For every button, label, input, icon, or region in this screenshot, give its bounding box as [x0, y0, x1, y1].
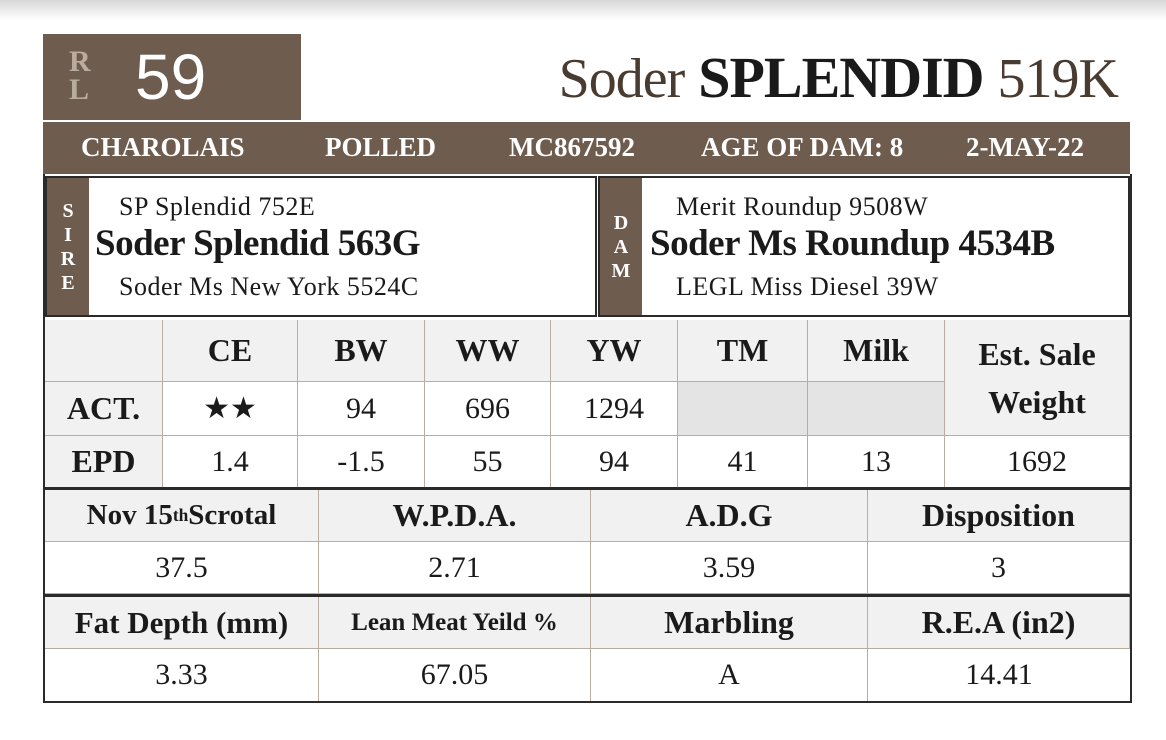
header-bw: BW [298, 320, 425, 382]
sire-dam: Soder Ms New York 5524C [119, 272, 419, 301]
animal-title [559, 38, 1118, 119]
header-yw: YW [551, 320, 678, 382]
est-sale-weight-value: 1692 [945, 436, 1130, 488]
age-of-dam: AGE OF DAM: 8 [701, 132, 904, 162]
act-ce: ★★ [163, 382, 298, 436]
act-ww: 696 [425, 382, 551, 436]
title-suffix: 519K [997, 48, 1118, 110]
header-adg: A.D.G [591, 490, 868, 542]
header-lean-meat: Lean Meat Yeild % [319, 597, 591, 649]
header-milk: Milk [808, 320, 945, 382]
birth-date: 2-MAY-22 [966, 132, 1085, 162]
act-label: ACT. [45, 382, 163, 436]
epd-bw: -1.5 [298, 436, 425, 488]
header-ww: WW [425, 320, 551, 382]
disposition-value: 3 [868, 542, 1130, 594]
top-shadow [0, 0, 1166, 20]
scrotal-value: 37.5 [45, 542, 319, 594]
epd-ce: 1.4 [163, 436, 298, 488]
header-wpda: W.P.D.A. [319, 490, 591, 542]
data-card [43, 174, 1132, 703]
fat-depth-value: 3.33 [45, 649, 319, 701]
perf-corner [45, 320, 163, 382]
header-scrotal: Nov 15 th Scrotal [45, 490, 319, 542]
header-rea: R.E.A (in2) [868, 597, 1130, 649]
act-yw: 1294 [551, 382, 678, 436]
title-name: SPLENDID [698, 45, 984, 110]
act-milk [808, 382, 945, 436]
epd-yw: 94 [551, 436, 678, 488]
registration-number: MC867592 [509, 132, 635, 162]
breed: CHAROLAIS [81, 132, 245, 162]
header-disposition: Disposition [868, 490, 1130, 542]
epd-ww: 55 [425, 436, 551, 488]
act-bw: 94 [298, 382, 425, 436]
dam-name: Soder Ms Roundup 4534B [650, 223, 1055, 264]
header-est-sale-weight: Est. Sale Weight [945, 320, 1130, 436]
dam-sire: Merit Roundup 9508W [676, 192, 929, 221]
dam-pedigree [598, 176, 1130, 317]
wpda-value: 2.71 [319, 542, 591, 594]
sire-tab: S I R E [47, 178, 89, 315]
header-ce: CE [163, 320, 298, 382]
lean-meat-value: 67.05 [319, 649, 591, 701]
lot-number-box [43, 34, 301, 120]
title-prefix: Soder [558, 48, 685, 110]
act-tm [678, 382, 808, 436]
header-marbling: Marbling [591, 597, 868, 649]
rea-value: 14.41 [868, 649, 1130, 701]
header-tm: TM [678, 320, 808, 382]
sire-pedigree [45, 176, 597, 317]
epd-label: EPD [45, 436, 163, 488]
dam-tab: D A M [600, 178, 642, 315]
sire-name: Soder Splendid 563G [95, 223, 420, 264]
rl-logo: R L [69, 45, 91, 106]
horn-status: POLLED [325, 132, 437, 162]
header-fat-depth: Fat Depth (mm) [45, 597, 319, 649]
adg-value: 3.59 [591, 542, 868, 594]
epd-milk: 13 [808, 436, 945, 488]
sire-sire: SP Splendid 752E [119, 192, 316, 221]
dam-dam: LEGL Miss Diesel 39W [676, 272, 939, 301]
epd-tm: 41 [678, 436, 808, 488]
lot-number: 59 [135, 41, 207, 113]
info-bar [43, 122, 1130, 174]
marbling-value: A [591, 649, 868, 701]
